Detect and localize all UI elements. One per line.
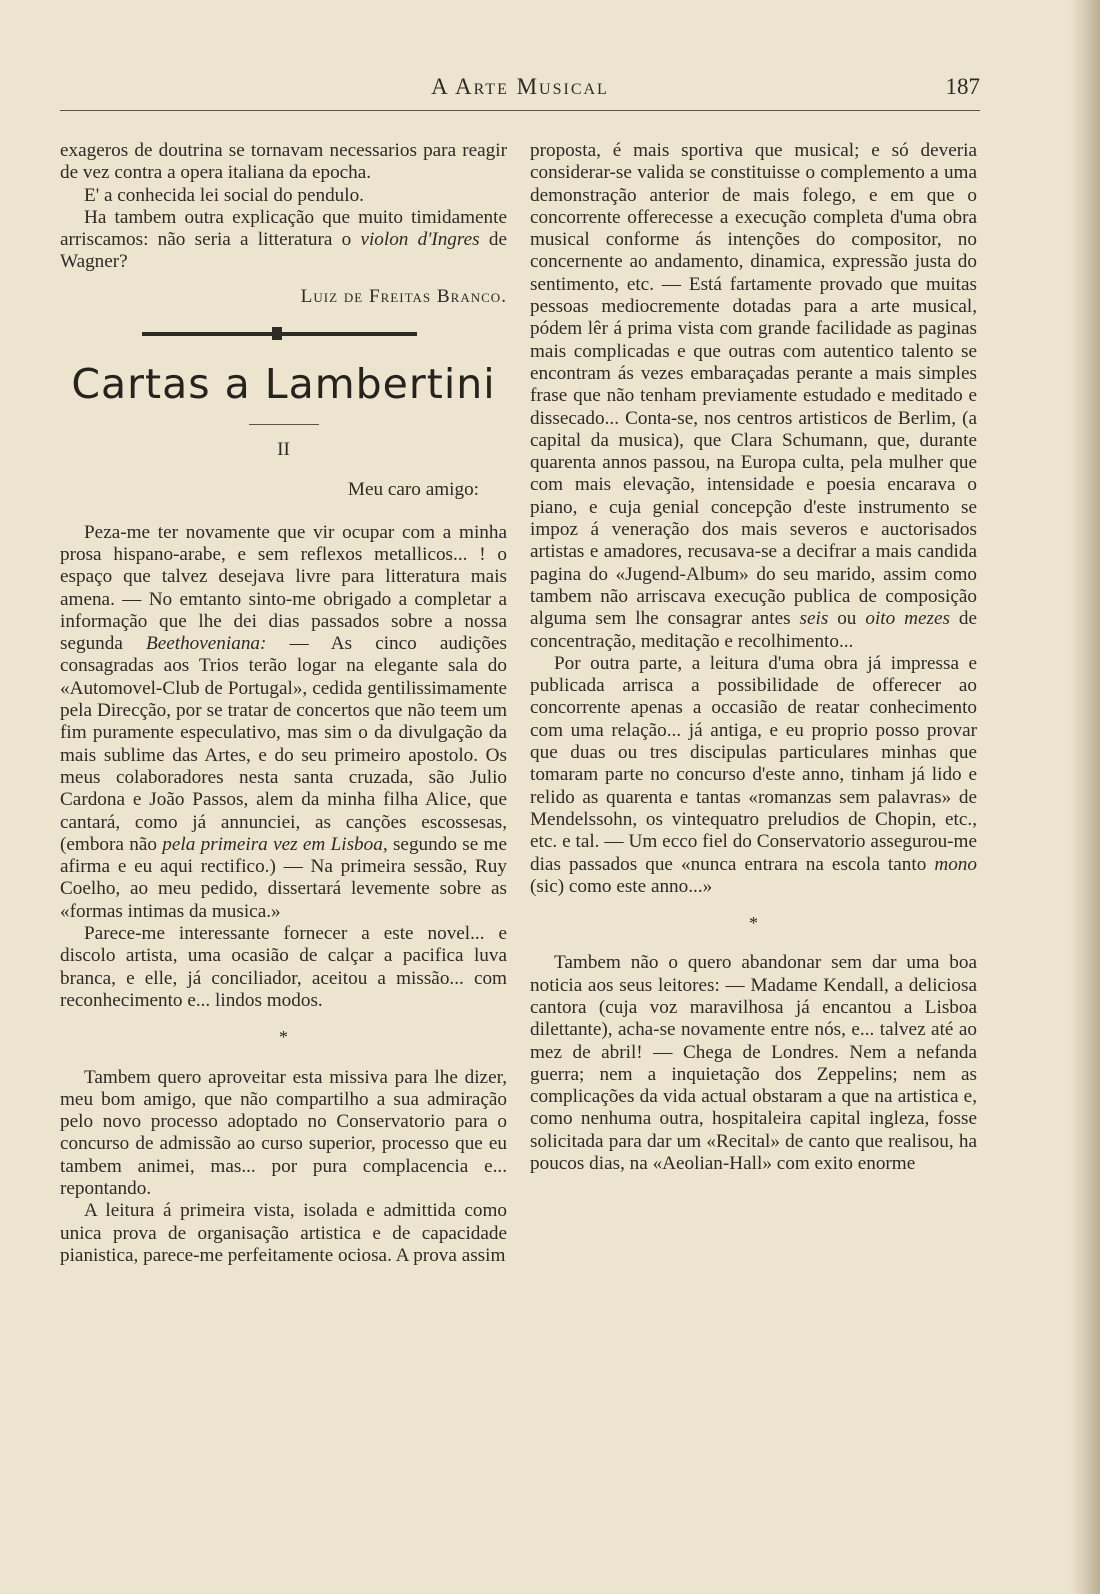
paragraph-outra-italic: mono [934, 853, 977, 875]
paragraph-peza [60, 522, 507, 923]
author-signature: Luiz de Freitas Branco. [300, 285, 507, 307]
title-rule [249, 424, 319, 425]
salutation: Meu caro amigo: [347, 479, 479, 501]
paragraph-pendulo: E' a conhecida lei social do pendulo. [84, 184, 364, 206]
section-asterisk: * [749, 913, 758, 934]
paragraph-peza-italic-2: pela primeira vez em Lisboa, [162, 833, 388, 855]
paragraph-explicacao [60, 207, 507, 274]
left-column [60, 140, 507, 1267]
paragraph-proposta-text-b: ou [828, 608, 866, 630]
article-title: Cartas a Lambertini [71, 360, 496, 409]
paragraph-explicacao-italic: violon d'Ingres [360, 229, 480, 251]
paragraph-proposta-italic-2: oito mezes [865, 608, 950, 630]
page-edge [1070, 0, 1100, 1594]
paragraph-opening: exageros de doutrina se tornavam necessarios para reagir de vez contra a opera italiana da epocha. [60, 140, 507, 184]
paragraph-explicacao-text-b: de Wagner? [60, 229, 507, 273]
paragraph-outra-text-a: Por outra parte, a leitura d'uma obra já impressa e publicada arrisca a possibilidade de offerecer ao concorrente apenas a occasião de reatar conhecimento com uma relação... já antiga, e eu proprio posso provar que duas ou tres discipulas particulares minhas que tomaram parte no concurso d'este anno, tinham já lido e relido as quarenta e tantas «romanzas sem palavras» de Mendelssohn, os vintequatro preludios de Chopin, etc., etc. e tal. — Um ecco fiel do Conservatorio assegurou-me dias passados que «nunca entrara na escola tanto [530, 652, 977, 875]
paragraph-explicacao-text-a: Ha tambem outra explicação que muito timidamente arriscamos: não seria a litteratura o [60, 206, 507, 251]
paragraph-tambem: Tambem quero aproveitar esta missiva para lhe dizer, meu bom amigo, que não compartilho a sua admiração pelo novo processo adoptado no Conservatorio para o concurso de admissão ao curso superior, processo que eu tambem animei, mas... por pura complacencia e... repontando. [60, 1066, 507, 1199]
paragraph-proposta-text-a: proposta, é mais sportiva que musical; e só deveria considerar-se valida se constituisse o complemento a uma demonstração anterior de mais folego, e em que o concorrente offerecesse a execução completa d'uma obra musical conforme ás intenções do compositor, no concernente ao andamento, dinamica, expressão justa do sentimento, etc. — Está fartamente provado que muitas pessoas mediocremente dotadas para a arte musical, pódem lêr á prima vista com grande facilidade as paginas mais complicadas e que outras com autentico talento se encontram ás vezes embaraçadas perante a mais simples frase que não tenham previamente estudado e meditado e dissecado... Conta-se, nos centros artisticos de Berlim, (a capital da musica), que Clara Schumann, que, durante quarenta annos passou, na Europa culta, pela mulher que com mais elevação, intensidade e poesia encarava o piano, e cuja genial concepção d'este instrumento se impoz á veneração dos mais severos e auctorisados artistas e amadores, recusava-se a decifrar a mais candida pagina do «Jugend-Album» do seu marido, assim como tambem não arriscava execução publica de composição alguma sem lhe consagrar antes [530, 140, 977, 630]
running-title: A Arte Musical [431, 74, 609, 99]
paragraph-peza-text-b: — As cinco audições consagradas aos Trios terão logar na elegante sala do «Automovel-Club de Portugal», cedida gentilissimamente pela Direcção, por se tratar de concertos que não teem um fim puramente especulativo, mas sim o da divulgação da mais sublime das Artes, e do seu primeiro apostolo. Os meus colaboradores nesta santa cruzada, são Julio Cardona e João Passos, alem da minha filha Alice, que cantará, como já annunciei, as canções escossesas, (embora não [60, 633, 507, 855]
paragraph-peza-text-c: segundo se me afirma e eu aqui rectifico.) — Na primeira sessão, Ruy Coelho, ao meu pedido, dissertará levemente sobre as «formas intimas da musica.» [60, 833, 507, 922]
right-column [530, 140, 977, 1175]
section-number: II [277, 439, 290, 461]
paragraph-peza-text-a: Peza-me ter novamente que vir ocupar com a minha prosa hispano-arabe, e sem reflexos metallicos... ! o espaço que talvez desejava livre para litteratura mais amena. — No emtanto sinto-me obrigado a completar a informação que lhe dei dias passados sobre a nossa segunda [60, 521, 507, 655]
paragraph-parece: Parece-me interessante fornecer a este novel... e discolo artista, uma ocasião de calçar a pacifica luva branca, e elle, já conciliador, aceitou a missão... com reconhecimento e... lindos modos. [60, 923, 507, 1011]
paragraph-leitura: A leitura á primeira vista, isolada e admittida como unica prova de organisação artistica e de capacidade pianistica, parece-me perfeitamente ociosa. A prova assim [60, 1200, 507, 1266]
section-asterisk: * [279, 1027, 288, 1048]
page-header [60, 74, 980, 104]
header-rule [60, 110, 980, 111]
paragraph-proposta-italic: seis [799, 608, 829, 630]
page-number: 187 [945, 74, 980, 99]
paragraph-outra-text-b: (sic) como este anno...» [530, 875, 713, 897]
ornament-knot [272, 327, 282, 340]
paragraph-peza-italic: Beethoveniana: [146, 633, 267, 655]
section-ornament [60, 326, 507, 344]
paragraph-proposta-text-c: de concentração, meditação e recolhimento... [530, 608, 977, 652]
paragraph-kendall: Tambem não o quero abandonar sem dar uma boa noticia aos seus leitores: — Madame Kendall, a deliciosa cantora (cuja voz maravilhosa já encantou a Lisboa dilettante), acha-se novamente entre nós, e... talvez até ao mez de abril! — Chega de Londres. Nem a nefanda guerra; nem a inquietação dos Zeppelins; nem as complicações da vida actual obstaram a que na artistica e, como nenhuma outra, hospitaleira capital ingleza, fosse solicitada para dar um «Recital» de canto que realisou, ha poucos dias, na «Aeolian-Hall» com exito enorme [530, 952, 977, 1175]
paragraph-proposta [530, 140, 977, 653]
paragraph-outra [530, 653, 977, 898]
